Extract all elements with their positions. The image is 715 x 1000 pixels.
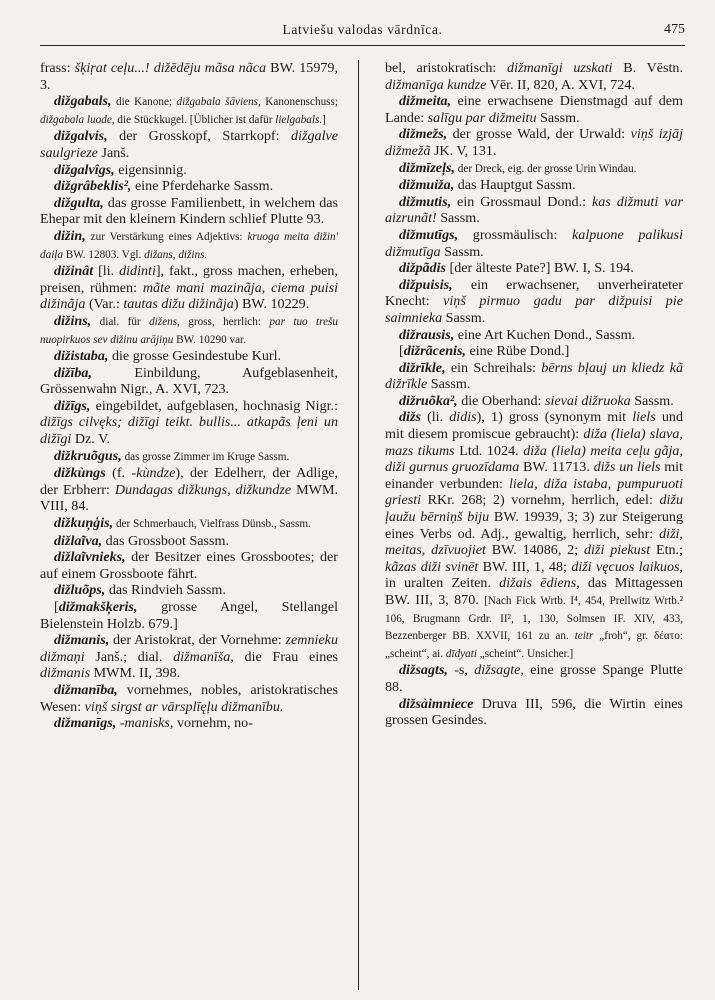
entry-text: das Mittagessen BW. III, 3, 870. xyxy=(385,575,683,608)
entry-text: dižmanīša, xyxy=(173,648,234,665)
headword: dižruõka², xyxy=(399,392,458,409)
headword: dižrausis, xyxy=(399,326,455,343)
entry-text: grossmäulisch: xyxy=(458,226,573,243)
entry-text: MWM. VIII, 84. xyxy=(40,481,338,515)
headword: dižmežs, xyxy=(399,126,448,143)
entry-text: zemnieku dižmaņi xyxy=(40,632,338,665)
dictionary-entry xyxy=(40,228,338,263)
entry-text: dižīgs cilvęks; dižīgi teikt. bullis... atkapãs ļeni un dižīgi xyxy=(40,414,338,448)
entry-text: [li. xyxy=(93,263,120,280)
entry-text: B. Vēstn. xyxy=(612,60,683,76)
entry-text: Sassm. xyxy=(630,392,674,409)
entry-text: dižais ēdiens, xyxy=(499,575,580,592)
headword: dižluõps, xyxy=(54,582,106,599)
headword: dižmeita, xyxy=(399,93,452,110)
entry-text: JK. V, 131. xyxy=(430,142,497,159)
entry-text: diža (liela) slava, mazs tikums xyxy=(385,426,683,459)
entry-text: Sassm. xyxy=(436,210,480,227)
entry-text: ), der Edelherr, der Adlige, der Erbherr: xyxy=(40,465,338,498)
entry-text: Sassm. xyxy=(536,109,580,126)
entry-text: die Stückkugel. [Üblicher ist dafür xyxy=(114,113,276,126)
headword: dižsagts, xyxy=(399,662,448,679)
entry-text: ein Schreihals: xyxy=(445,359,542,376)
entry-text: kalpuone palikusi dižmutīga xyxy=(385,226,684,260)
dictionary-entry xyxy=(40,263,338,313)
entry-text: das Hauptgut Sassm. xyxy=(454,177,576,194)
entry-text: [ xyxy=(54,599,59,615)
entry-text: mit einander verbunden: xyxy=(385,459,683,492)
entry-text: frass: xyxy=(40,60,75,76)
dictionary-entry xyxy=(40,398,338,448)
headword: dižība, xyxy=(54,364,92,381)
entry-text: dižgabala luode, xyxy=(40,113,115,126)
entry-text: -kùndze xyxy=(131,465,176,482)
entry-text: ) BW. 10229. xyxy=(233,296,310,313)
entry-text: der Aristokrat, der Vornehme: xyxy=(109,632,286,649)
entry-text: eine erwachsene Dienstmagd auf dem Lande: xyxy=(385,93,683,126)
entry-text: dial. für xyxy=(91,315,150,328)
entry-text: (li. xyxy=(420,409,450,426)
page-header xyxy=(40,22,685,44)
entry-text: dižgalve saulgrieze xyxy=(40,128,338,161)
entry-text: gross, herrlich: xyxy=(179,315,270,328)
entry-text: BW. 12803. Vgl. xyxy=(63,248,145,261)
entry-text: teitr xyxy=(574,630,594,643)
entry-text: (Var.: xyxy=(85,296,124,313)
headword: dižmutis, xyxy=(399,193,452,210)
entry-text: ein erwachsener, unverheirateter Knecht: xyxy=(385,276,683,310)
entry-text: kãzas diži svinēt xyxy=(385,558,479,575)
dictionary-entry xyxy=(385,227,683,260)
dictionary-entry xyxy=(40,128,338,161)
entry-text: liels xyxy=(632,409,656,426)
entry-text: BW. III, 1, 48; xyxy=(478,558,572,575)
headword: dižin, xyxy=(54,227,86,244)
entry-text: Druva III, 596, die Wirtin eines grossen Gesindes. xyxy=(385,695,683,729)
entry-text: Janš. xyxy=(97,144,130,161)
entry-text: das grosse Familienbett, in welchem das Ehepar mit den kleinern Kindern schlief Plutte 93. xyxy=(40,194,338,228)
entry-text: zur Verstärkung eines Adjektivs: xyxy=(85,230,248,243)
entry-text: dižs un liels xyxy=(593,459,661,476)
entry-text: dižsagte, xyxy=(474,662,524,679)
entry-text: viņš sirgst ar vārsplīęļu dižmanību. xyxy=(84,698,284,715)
entry-text: diži, meitas, dzīvuojiet xyxy=(385,525,683,559)
entry-text: dižmanīgi uzskati xyxy=(507,60,613,76)
headword: dižgrâbeklis², xyxy=(54,178,132,195)
dictionary-entry xyxy=(385,409,683,662)
entry-text: Vēr. II, 820, A. XVI, 724. xyxy=(486,76,635,93)
entry-text: eine grosse Spange Plutte 88. xyxy=(385,662,683,695)
entry-text: BW. 10290 var. xyxy=(173,333,246,346)
dictionary-entry xyxy=(40,582,338,599)
headword: dižrãcenis, xyxy=(403,343,466,360)
entry-text: didis xyxy=(449,409,477,426)
entry-text: die grosse Gesindestube Kurl. xyxy=(108,348,282,365)
entry-text: und mit diesem promiscue gebraucht): xyxy=(385,409,683,443)
entry-text: BW. 15979, 3. xyxy=(40,60,338,93)
headword: dižlaĩvnieks, xyxy=(54,549,126,566)
entry-text: eigensinnig. xyxy=(114,161,187,178)
entry-text: Einbildung, Aufgeblasenheit, Grössenwahn Nigr., A. XVI, 723. xyxy=(40,364,338,398)
page-number: 475 xyxy=(664,22,685,37)
entry-text: mãte mani mazinãja, ciema puisi dižinãja xyxy=(40,279,338,313)
headword: dižmuiža, xyxy=(399,177,455,194)
dictionary-entry xyxy=(40,715,338,732)
headword: dižmutīgs, xyxy=(399,226,459,243)
entry-text: Ltd. 1024. xyxy=(454,442,524,459)
entry-text: der Besitzer eines Grossbootes; der auf einem Grossboote fährt. xyxy=(40,549,338,582)
entry-text: Sassm. xyxy=(427,376,471,393)
dictionary-entry xyxy=(385,343,683,360)
entry-text: vornehm, no- xyxy=(173,715,253,732)
entry-text: BW. 19939, 3; 3) zur Steigerung eines Verbs od. Adj., gewaltig, herrlich, sehr: xyxy=(385,509,684,542)
entry-text: die Oberhand: xyxy=(457,392,545,409)
entry-text: ein Grossmaul Dond.: xyxy=(451,193,592,210)
entry-text: kruoga meita dižin' daiļa xyxy=(40,230,339,261)
dictionary-entry xyxy=(385,696,683,729)
headword: dižgalvis, xyxy=(54,128,108,145)
entry-text: BW. 14086, 2; xyxy=(485,542,584,559)
entry-text: dižu ļaužu bērniņš biju xyxy=(385,492,683,526)
running-title: Latviešu valodas vārdnīca. xyxy=(282,22,443,37)
entry-text: die Frau eines xyxy=(233,648,338,665)
headword: dižgabals, xyxy=(54,93,112,110)
entry-text: dižens, xyxy=(149,315,180,328)
dictionary-entry xyxy=(40,549,338,582)
entry-text: eine Rübe Dond.] xyxy=(465,343,570,360)
entry-text: kas dižmuti var aizrunãt! xyxy=(385,193,684,227)
dictionary-entry xyxy=(385,160,683,178)
entry-text: lielgabals. xyxy=(275,113,323,126)
entry-text: der grosse Wald, der Urwald: xyxy=(447,126,631,143)
entry-text: dižmanis xyxy=(40,665,91,682)
headword: dižpuisis, xyxy=(399,276,453,293)
headword: dižs xyxy=(399,409,421,426)
entry-text: diži vęcuos laikuos, xyxy=(571,558,684,575)
dictionary-entry xyxy=(385,277,683,327)
dictionary-entry xyxy=(40,632,338,682)
dictionary-entry xyxy=(385,177,683,194)
entry-text: „froh“, gr. δέατο: „scheint“, ai. xyxy=(385,630,683,660)
headword: dižinât xyxy=(54,263,94,280)
headword: dižmakšķeris, xyxy=(58,599,138,615)
entry-text: (f. xyxy=(105,465,132,482)
entry-text: eingebildet, aufgeblasen, hochnasig Nigr.: xyxy=(90,397,338,414)
entry-text: Sassm. xyxy=(442,309,486,326)
dictionary-entry xyxy=(385,393,683,410)
entry-text: das Rindvieh Sassm. xyxy=(105,582,226,599)
dictionary-entry xyxy=(40,60,338,93)
entry-text: -manisks, xyxy=(119,715,174,732)
entry-text: grosse Angel, Stellangel Bielenstein Holzb. 679.] xyxy=(40,599,338,632)
entry-text: diža (liela) meita ceļu gãja, diži gurnus gruozīdama xyxy=(385,442,683,476)
entry-text: par tuo trešu nuopirkuos sev dižinu arājiņu xyxy=(40,315,339,346)
entry-text: salīgu par dižmeitu xyxy=(427,109,537,126)
entry-text: eine Pferdeharke Sassm. xyxy=(131,178,274,195)
entry-text: Etn.; xyxy=(650,542,683,559)
entry-text: [ xyxy=(399,343,404,360)
entry-text: ), 1) gross (synonym mit xyxy=(476,409,633,426)
dictionary-entry xyxy=(40,682,338,715)
entry-text: dižmanīga kundze xyxy=(385,76,487,93)
headword: dižgalvîgs, xyxy=(54,161,115,178)
entry-text: RKr. 268; 2) vornehm, herrlich, edel: xyxy=(421,492,660,509)
entry-text: bel, aristokratisch: xyxy=(385,60,508,76)
entry-text: eine Art Kuchen Dond., Sassm. xyxy=(454,326,636,343)
entry-text: dižgabala šāviens, xyxy=(176,96,261,109)
entry-text: dižans, dižins. xyxy=(144,248,208,261)
entry-text: sievai dižruoka xyxy=(544,392,631,409)
entry-text: viņš pirmuo gadu par dižpuisi pie saimnieka xyxy=(385,293,683,326)
dictionary-entry xyxy=(385,194,683,227)
headword: dižkruõgus, xyxy=(54,447,122,464)
entry-text: Dz. V. xyxy=(71,431,110,448)
dictionary-entry xyxy=(40,195,338,228)
entry-text: dīdyati xyxy=(445,647,477,660)
dictionary-entry xyxy=(40,93,338,128)
headword: dižistaba, xyxy=(54,348,109,365)
entry-text: Sassm. xyxy=(440,243,484,260)
dictionary-entry xyxy=(40,533,338,550)
headword: dižmīzeļs, xyxy=(399,159,455,176)
headword: dižrīkle, xyxy=(399,359,446,376)
headword: dižkuņģis, xyxy=(54,515,114,532)
dictionary-entry xyxy=(40,448,338,466)
header-rule xyxy=(40,45,685,46)
entry-text: [der älteste Pate?] BW. I, S. 194. xyxy=(446,260,634,277)
entry-text: „scheint“. Unsicher.] xyxy=(476,647,574,660)
entry-text: šķiŗat ceļu...! dižēdēju mãsa nãca xyxy=(74,60,267,76)
headword: dižmanis, xyxy=(54,632,110,649)
dictionary-entry xyxy=(385,126,683,159)
dictionary-entry xyxy=(40,365,338,398)
column-divider xyxy=(358,60,359,990)
left-column xyxy=(40,60,338,732)
dictionary-entry xyxy=(40,162,338,179)
dictionary-entry xyxy=(385,327,683,344)
entry-text: BW. 11713. xyxy=(519,459,594,476)
entry-text: Kanonenschuss; xyxy=(260,96,338,109)
headword: dižīgs, xyxy=(54,397,91,414)
dictionary-entry xyxy=(385,360,683,393)
entry-text: liela, diža istaba, pumpuruoti griesti xyxy=(385,475,683,509)
entry-text: die Kanone; xyxy=(111,96,177,109)
dictionary-entry xyxy=(40,599,338,632)
entry-text: ], fakt., gross machen, erheben, preisen, rühmen: xyxy=(40,263,338,296)
entry-text: Janš.; dial. xyxy=(84,648,174,665)
dictionary-entry xyxy=(40,465,338,515)
dictionary-entry xyxy=(385,662,683,695)
entry-text: der Schmerbauch, Vielfrass Dünsb., Sassm. xyxy=(113,518,311,531)
headword: dižpãdis xyxy=(399,260,446,277)
entry-text: bērns bļauj un kliedz kã dižrīkle xyxy=(385,359,683,393)
entry-text: der Dreck, eig. der grosse Urin Windau. xyxy=(455,162,637,175)
headword: dižkùngs xyxy=(54,465,106,482)
headword: dižmanīgs, xyxy=(54,715,117,732)
entry-text: -s, xyxy=(447,662,475,679)
entry-text: [Nach Fick Wrtb. I⁴, 454, Prellwitz Wrtb.² 106, Brugmann Grdr. II², 1, 130, Solmsen IF. XIV, 433, Bezzenberger BB. XXVII, 161 zu an. xyxy=(385,595,683,643)
entry-text: diži piekust xyxy=(584,542,651,559)
dictionary-entry xyxy=(385,260,683,277)
entry-text: MWM. II, 398. xyxy=(90,665,181,682)
dictionary-entry xyxy=(40,348,338,365)
headword: dižmanība, xyxy=(54,681,118,698)
entry-text: vornehmes, nobles, aristokratisches Wesen: xyxy=(40,681,338,715)
dictionary-entry xyxy=(40,178,338,195)
headword: dižgulta, xyxy=(54,194,104,211)
entry-text: ] xyxy=(322,113,326,126)
entry-text: das Grossboot Sassm. xyxy=(102,532,230,549)
entry-text: in uralten Zeiten. xyxy=(385,575,500,592)
entry-text: didinti xyxy=(119,263,156,280)
entry-text: tautas dižu dižinãja xyxy=(123,296,234,313)
dictionary-entry xyxy=(385,93,683,126)
dictionary-entry xyxy=(40,515,338,533)
dictionary-entry xyxy=(40,313,338,348)
headword: dižsàimniece xyxy=(399,695,474,712)
right-column xyxy=(385,60,683,729)
entry-text: viņš izjāj dižmežã xyxy=(385,126,683,159)
headword: dižlaĩva, xyxy=(54,532,103,549)
entry-text: Dundagas dižkungs, dižkundze xyxy=(114,481,292,498)
headword: dižins, xyxy=(54,312,92,329)
entry-text: das grosse Zimmer im Kruge Sassm. xyxy=(121,450,290,463)
dictionary-entry xyxy=(385,60,683,93)
entry-text: der Grosskopf, Starrkopf: xyxy=(107,128,292,145)
